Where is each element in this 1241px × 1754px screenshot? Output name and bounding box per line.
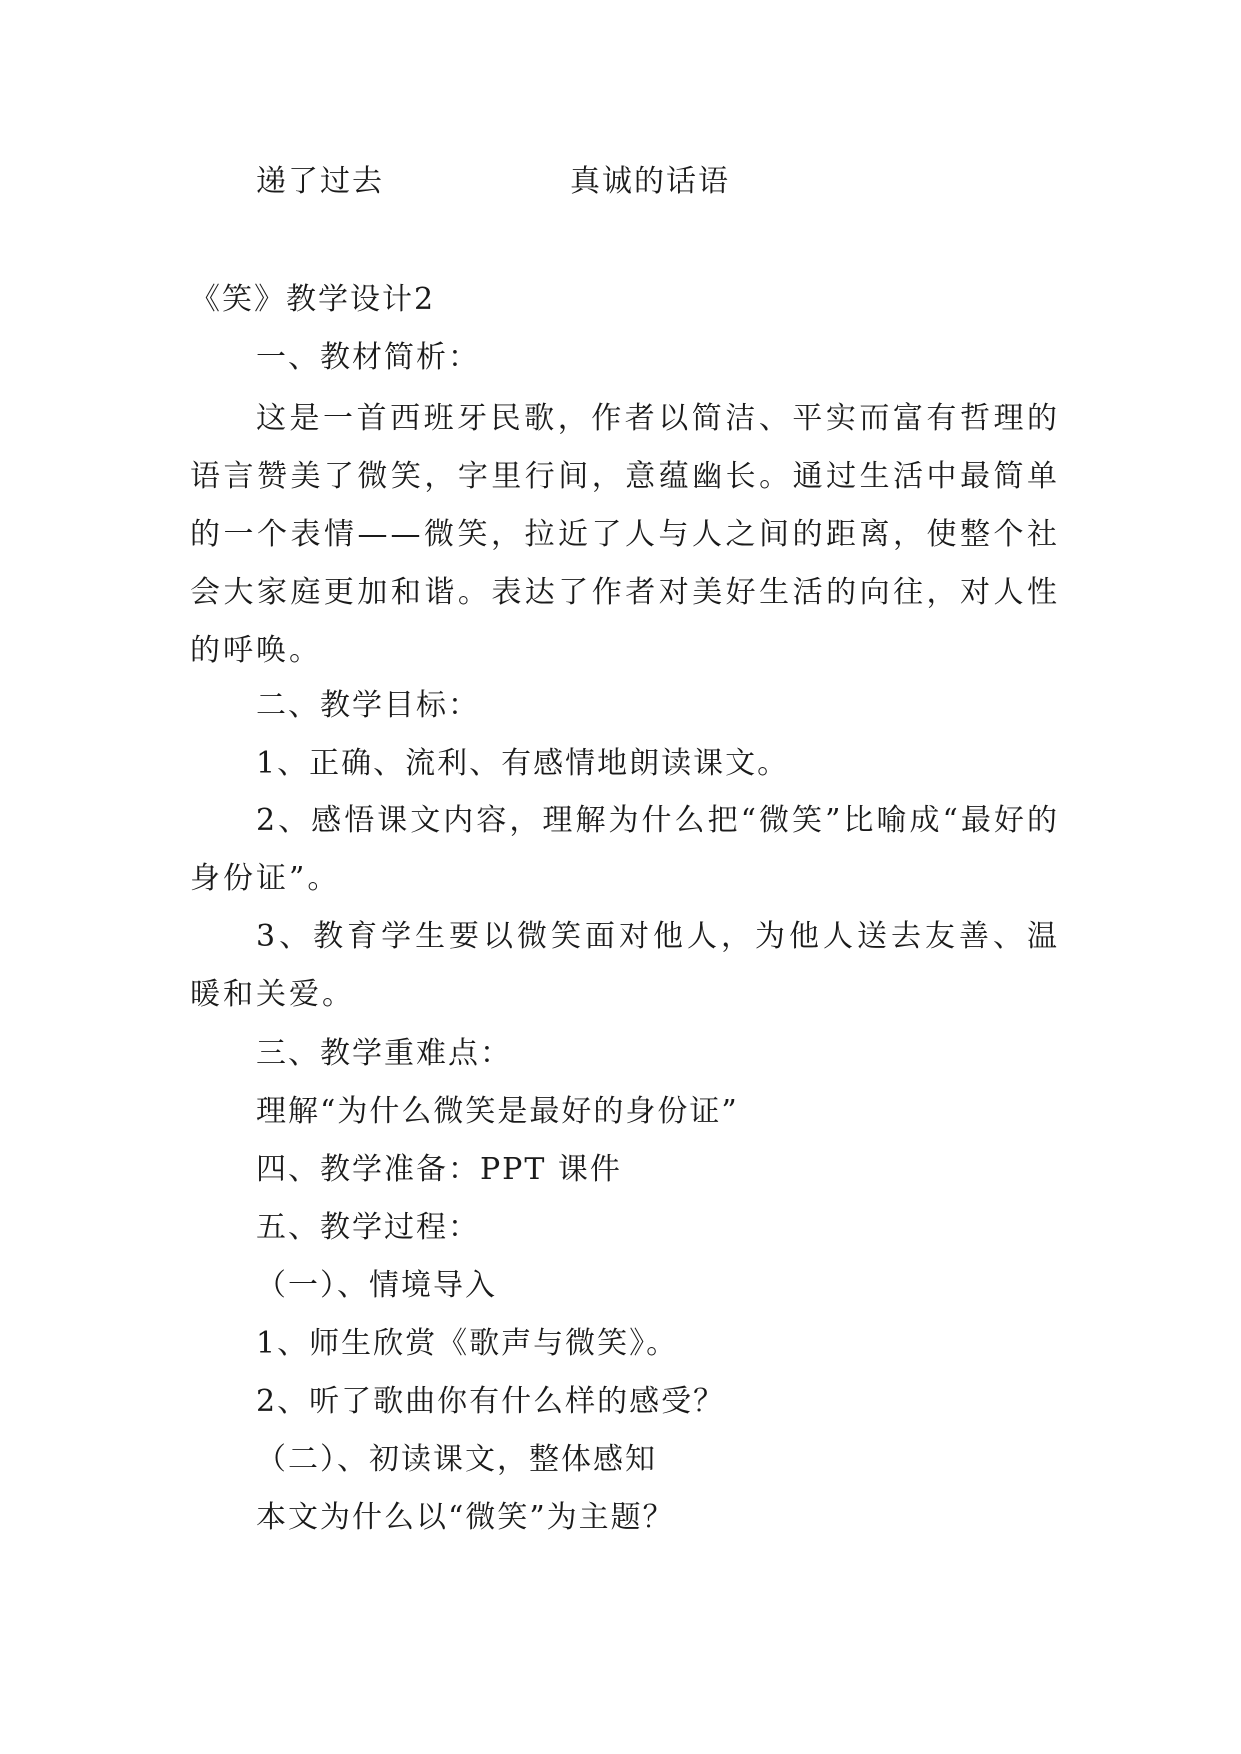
step-2-heading: （二）、初读课文，整体感知 [256, 1442, 657, 1477]
document-title: 《笑》教学设计2 [190, 282, 436, 317]
step-1-item-2: 2、听了歌曲你有什么样的感受？ [256, 1384, 726, 1419]
step-1-item-1: 1、师生欣赏《歌声与微笑》。 [256, 1326, 679, 1361]
section-3-heading: 三、教学重难点： [256, 1036, 512, 1071]
step-1-heading: （一）、情境导入 [256, 1268, 497, 1303]
section-4-heading: 四、教学准备：PPT 课件 [256, 1152, 622, 1187]
top-row-right-text: 真诚的话语 [570, 164, 730, 199]
section-1-heading: 一、教材简析： [256, 340, 480, 375]
section-1-paragraph: 这是一首西班牙民歌，作者以简洁、平实而富有哲理的语言赞美了微笑，字里行间，意蕴幽长。通过生活中最简单的一个表情——微笑，拉近了人与人之间的距离，使整个社会大家庭更加和谐。表达了作者对美好生活的向往，对人性的呼唤。 [190, 401, 1060, 668]
goal-3: 3、教育学生要以微笑面对他人，为他人送去友善、温暖和关爱。 [190, 919, 1060, 1012]
section-5-heading: 五、教学过程： [256, 1210, 480, 1245]
section-2-heading: 二、教学目标： [256, 688, 480, 723]
top-row-left-text: 递了过去 [256, 164, 384, 199]
goal-2: 2、感悟课文内容，理解为什么把“微笑”比喻成“最好的身份证”。 [190, 803, 1060, 896]
goal-1: 1、正确、流利、有感情地朗读课文。 [256, 746, 790, 781]
step-2-body: 本文为什么以“微笑”为主题？ [256, 1500, 675, 1535]
section-3-body: 理解“为什么微笑是最好的身份证” [256, 1094, 739, 1129]
